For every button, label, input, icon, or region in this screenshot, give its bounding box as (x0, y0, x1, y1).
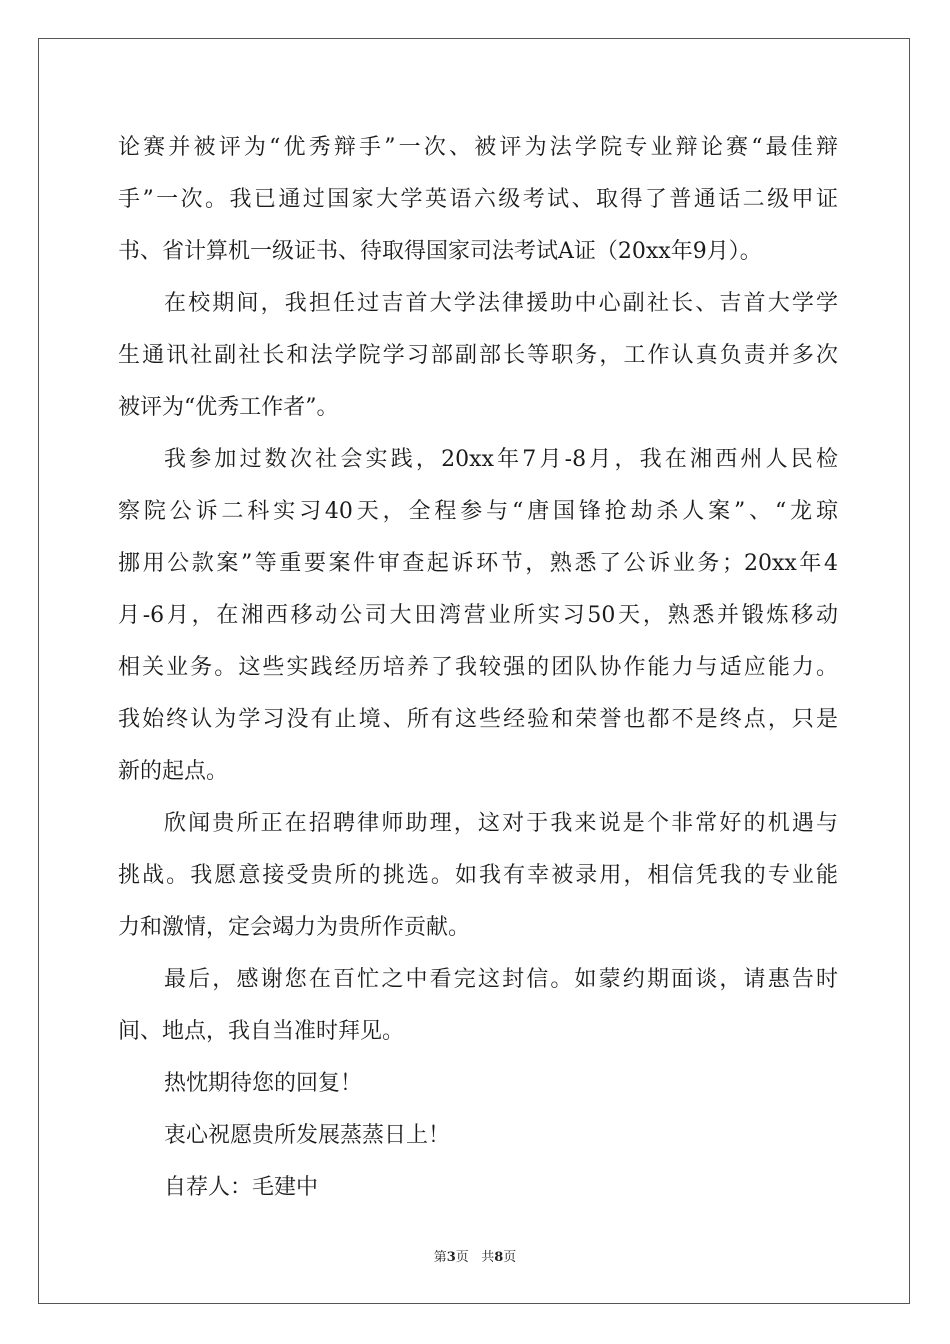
text-line: 察院公诉二科实习40天，全程参与“唐国锋抢劫杀人案”、“龙琼 (118, 499, 838, 524)
text-line: 挪用公款案”等重要案件审查起诉环节，熟悉了公诉业务；20xx年4 (118, 551, 838, 576)
text-line: 在校期间，我担任过吉首大学法律援助中心副社长、吉首大学学 (164, 291, 838, 316)
text-line: 我参加过数次社会实践，20xx年7月-8月，我在湘西州人民检 (164, 447, 838, 472)
page-footer (0, 1246, 950, 1265)
text-line: 我始终认为学习没有止境、所有这些经验和荣誉也都不是终点，只是 (118, 707, 838, 732)
footer-total-suffix: 页 (503, 1250, 517, 1265)
text-line: 月-6月，在湘西移动公司大田湾营业所实习50天，熟悉并锻炼移动 (118, 603, 838, 628)
total-pages: 8 (494, 1250, 504, 1265)
text-line: 力和激情，定会竭力为贵所作贡献。 (118, 915, 471, 940)
text-line: 论赛并被评为“优秀辩手”一次、被评为法学院专业辩论赛“最佳辩 (118, 135, 838, 160)
text-line: 挑战。我愿意接受贵所的挑选。如我有幸被录用，相信凭我的专业能 (118, 863, 838, 888)
letter-body (118, 122, 838, 1214)
text-line: 被评为“优秀工作者”。 (118, 395, 339, 420)
text-line: 新的起点。 (118, 759, 229, 784)
text-line: 手”一次。我已通过国家大学英语六级考试、取得了普通话二级甲证 (118, 187, 838, 212)
signature: 自荐人：毛建中 (164, 1175, 319, 1200)
closing-line: 热忱期待您的回复！ (164, 1071, 363, 1096)
text-line: 间、地点，我自当准时拜见。 (118, 1019, 405, 1044)
page-number: 3 (446, 1250, 456, 1265)
text-line: 欣闻贵所正在招聘律师助理，这对于我来说是个非常好的机遇与 (164, 811, 838, 836)
footer-page-suffix: 页 (455, 1250, 469, 1265)
closing-line: 衷心祝愿贵所发展蒸蒸日上！ (164, 1123, 451, 1148)
text-line: 生通讯社副社长和法学院学习部副部长等职务，工作认真负责并多次 (118, 343, 838, 368)
footer-prefix: 第 (433, 1250, 447, 1265)
footer-total-prefix: 共 (481, 1250, 495, 1265)
text-line: 相关业务。这些实践经历培养了我较强的团队协作能力与适应能力。 (118, 655, 838, 680)
text-line: 书、省计算机一级证书、待取得国家司法考试A证（20xx年9月）。 (118, 239, 762, 264)
text-line: 最后，感谢您在百忙之中看完这封信。如蒙约期面谈，请惠告时 (164, 967, 838, 992)
